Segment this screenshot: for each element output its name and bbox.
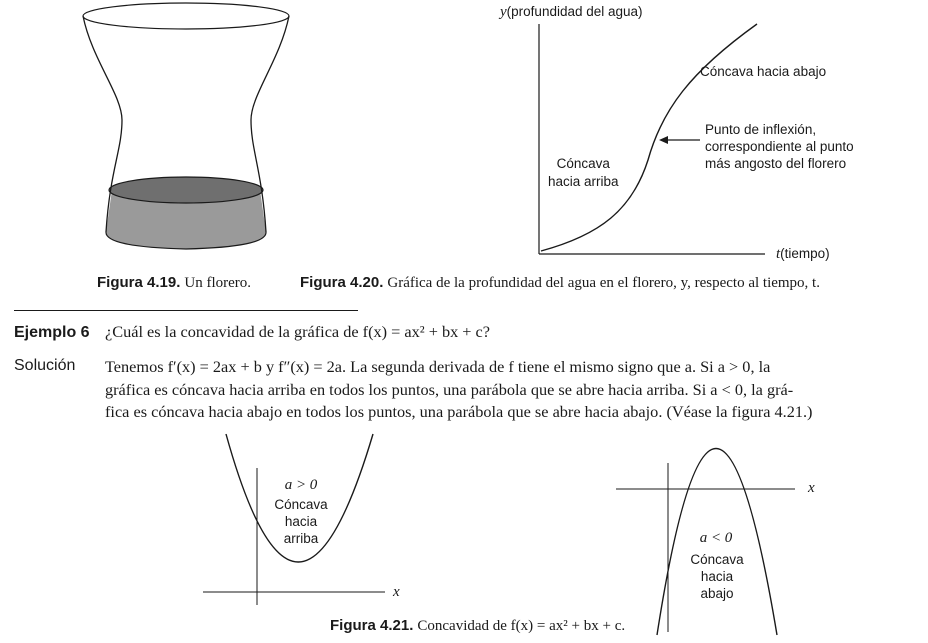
example-label: Ejemplo 6: [14, 324, 90, 341]
left-condition: a > 0: [284, 477, 318, 493]
annotation-inflection: Punto de inflexión, correspondiente al punto más angosto del florero: [705, 122, 854, 171]
left-concavity-text: Cóncava hacia arriba: [274, 497, 328, 546]
annotation-concave-down: Cóncava hacia abajo: [700, 64, 827, 79]
right-x-label: x: [808, 480, 815, 496]
solution-line: gráfica es cóncava hacia arriba en todos los puntos, una parábola que se abre hacia arriba. Si a < 0, la grá-: [105, 379, 794, 399]
example-question: ¿Cuál es la concavidad de la gráfica de f(x) = ax² + bx + c?: [105, 322, 491, 341]
caption-text: Concavidad de f(x) = ax² + bx + c.: [417, 618, 626, 634]
right-condition: a < 0: [699, 530, 733, 546]
caption-label: Figura 4.20.: [300, 274, 384, 291]
solution-line: fica es cóncava hacia abajo en todos los puntos, una parábola que se abre hacia abajo. (Véase la figura 4.21.): [105, 402, 813, 421]
left-x-label: x: [393, 584, 400, 600]
figure-4-21-caption: [330, 617, 625, 635]
x-axis-label: t(tiempo): [776, 246, 830, 262]
caption-label: Figura 4.19.: [97, 274, 181, 291]
solution-line: Tenemos f′(x) = 2ax + b y f″(x) = 2a. La segunda derivada de f tiene el mismo signo que a. Si a > 0, la: [105, 357, 771, 376]
caption-label: Figura 4.21.: [330, 617, 414, 634]
caption-text: Un florero.: [184, 275, 252, 291]
y-axis-label: y(profundidad del agua): [500, 4, 643, 20]
caption-text: Gráfica de la profundidad del agua en el florero, y, respecto al tiempo, t.: [387, 275, 820, 291]
annotation-concave-up: Cóncava hacia arriba: [548, 156, 619, 189]
solution-label: Solución: [14, 357, 76, 374]
right-concavity-text: Cóncava hacia abajo: [690, 552, 744, 601]
